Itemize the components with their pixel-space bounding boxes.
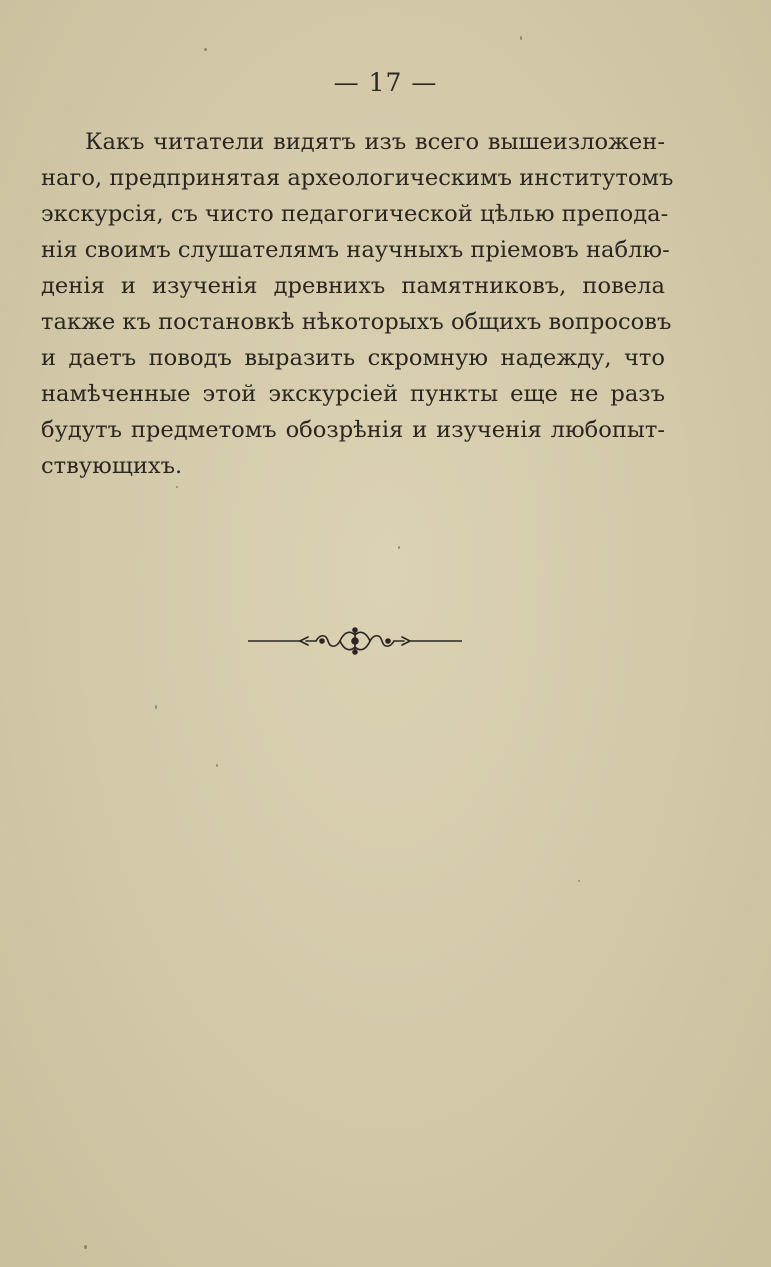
paper-speck — [216, 764, 218, 767]
text-line: денія и изученія древнихъ памятниковъ, повела — [41, 273, 665, 299]
paper-speck — [176, 486, 178, 488]
paper-speck — [204, 48, 207, 51]
body-paragraph — [41, 124, 674, 484]
text-line: намѣченные этой экскурсіей пункты еще не разъ — [41, 381, 665, 407]
paper-speck — [520, 36, 522, 40]
text-line: и даетъ поводъ выразить скромную надежду, что — [41, 345, 665, 371]
paper-speck — [84, 1245, 87, 1249]
text-line: нія своимъ слушателямъ научныхъ пріемовъ наблю- — [41, 237, 670, 263]
ornament-divider — [248, 626, 462, 656]
text-line: наго, предпринятая археологическимъ институтомъ — [41, 165, 674, 191]
page-number: — 17 — — [333, 68, 438, 97]
text-line: будутъ предметомъ обозрѣнія и изученія любопыт- — [41, 417, 665, 443]
paper-speck — [155, 705, 157, 709]
text-line: ствующихъ. — [41, 453, 183, 479]
text-line: Какъ читатели видятъ изъ всего вышеизложен- — [85, 129, 665, 155]
text-line: также къ постановкѣ нѣкоторыхъ общихъ вопросовъ — [41, 309, 672, 335]
text-line: экскурсія, съ чисто педагогической цѣлью препода- — [41, 201, 669, 227]
paper-speck — [578, 880, 580, 882]
paper-speck — [398, 546, 400, 549]
